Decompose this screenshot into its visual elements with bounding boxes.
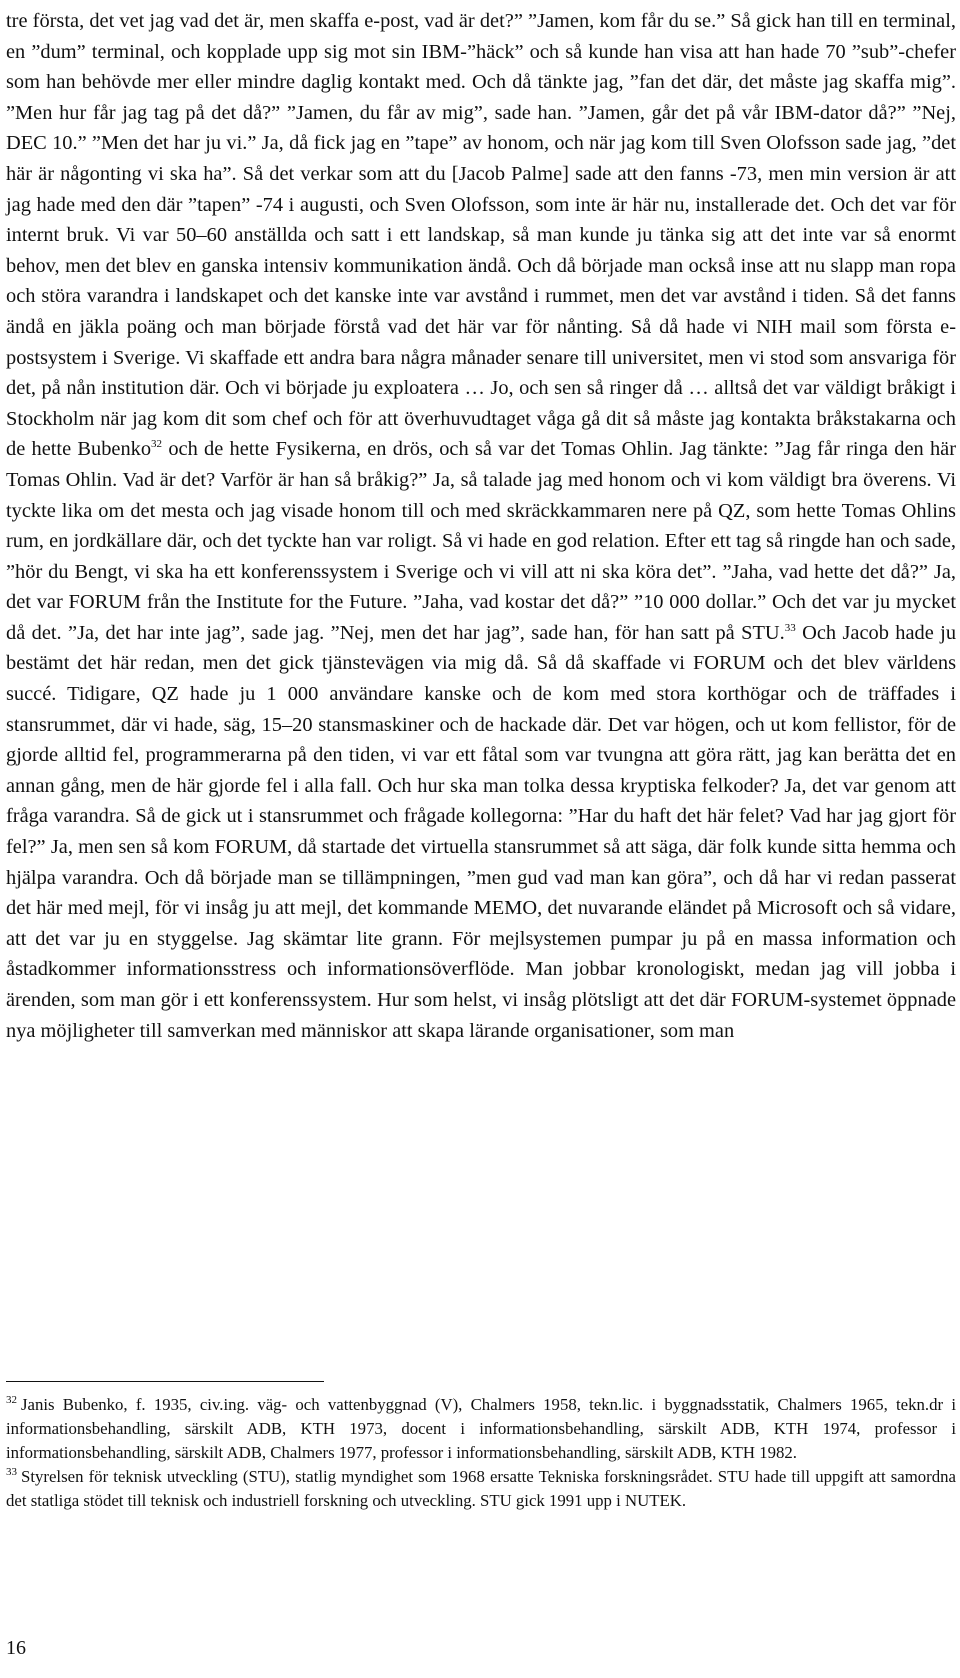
footnote-separator (6, 1381, 324, 1382)
body-paragraph (6, 6, 956, 1046)
footnote-number: 32 (6, 1394, 17, 1407)
footnote-ref-33[interactable]: 33 (784, 622, 796, 635)
footnote-text: Janis Bubenko, f. 1935, civ.ing. väg- och vattenbyggnad (V), Chalmers 1958, tekn.lic. i byggnadsstatik, Chalmers 1965, tekn.dr i informationsbehandling, särskilt ADB, KTH 1973, docent i informationsbehandling, särskilt ADB, KTH 1974, professor i informationsbehandling, särskilt ADB, Chalmers 1977, professor i informationsbehandling, särskilt ADB, KTH 1982. (6, 1395, 956, 1462)
page-number: 16 (6, 1637, 26, 1659)
footnote-number: 33 (6, 1466, 17, 1479)
footnote-ref-32[interactable]: 32 (151, 438, 163, 451)
body-text-part-2: och de hette Fysikerna, en drös, och så var det Tomas Ohlin. Jag tänkte: ”Jag får ringa den här Tomas Ohlin. Vad är det? Varför är han så bråkig?” Ja, så talade jag med honom och vi kom väldigt bra överens. Vi tyckte lika om det mesta och jag visade honom till och med skräckkammaren nere på QZ, som hette Tomas Ohlins rum, en jordkällare där, och det tyckte han var roligt. Så vi hade en god relation. Efter ett tag så ringde han och sade, ”hör du Bengt, vi ska ha ett konferenssystem i Sverige och vi vill att ni ska köra det”. ”Jaha, vad hette det då?” Ja, det var FORUM från the Institute for the Future. ”Jaha, vad kostar det då?” ”10 000 dollar.” Och det var ju mycket då det. ”Ja, det har inte jag”, sade jag. ”Nej, men det har jag”, sade han, för han satt på STU. (6, 438, 956, 644)
footnote-text: Styrelsen för teknisk utveckling (STU), statlig myndighet som 1968 ersatte Tekniska forskningsrådet. STU hade till uppgift att samordna det statliga stödet till teknisk och industriell forskning och utveckling. STU gick 1991 upp i NUTEK. (6, 1467, 956, 1510)
document-page (6, 6, 956, 1046)
footnote-32 (6, 1393, 956, 1465)
body-text-part-3: Och Jacob hade ju bestämt det här redan, men det gick tjänstevägen via mig då. Så då skaffade vi FORUM och det blev världens succé. Tidigare, QZ hade ju 1 000 användare kanske och de kom med stora korthögar och de träffades i stansrummet, där vi hade, säg, 15–20 stansmaskiner och de hackade där. Det var högen, och ut kom fellistor, för de gjorde alltid fel, programmerarna på den tiden, vi var ett fåtal som var tvungna att göra rätt, jag kan berätta det en annan gång, men de här gjorde fel i alla fall. Och hur ska man tolka dessa kryptiska felkoder? Ja, det var genom att fråga varandra. Så de gick ut i stansrummet och frågade kollegorna: ”Har du haft det här felet? Vad har jag gjort för fel?” Ja, men sen så kom FORUM, då startade det virtuella stansrummet så att säga, där folk kunde sitta hemma och hjälpa varandra. Och då började man se tillämpningen, ”men gud vad man kan göra”, och då har vi redan passerat det här med mejl, för vi insåg ju att mejl, det kommande MEMO, det nuvarande eländet på Microsoft och så vidare, att det var ju en styggelse. Jag skämtar lite grann. För mejlsystemen pumpar ju på en massa information och åstadkommer informationsstress och informationsöverflöde. Man jobbar kronologiskt, medan jag vill jobba i ärenden, som man gör i ett konferenssystem. Hur som helst, vi insåg plötsligt att det där FORUM-systemet öppnade nya möjligheter till samverkan med människor att skapa lärande organisationer, som man (6, 621, 957, 1042)
footnotes (6, 1393, 956, 1513)
body-text-part-1: tre första, det vet jag vad det är, men skaffa e-post, vad är det?” ”Jamen, kom får du se.” Så gick han till en terminal, en ”dum” terminal, och kopplade upp sig mot sin IBM-”häck” och så kunde han visa att han hade 70 ”sub”-chefer som han behövde mer eller mindre daglig kontakt med. Och då tänkte jag, ”fan det där, det måste jag skaffa mig”. ”Men hur får jag tag på det då?” ”Jamen, du får av mig”, sade han. ”Jamen, går det på vår IBM-dator då?” ”Nej, DEC 10.” ”Men det har ju vi.” Ja, då fick jag en ”tape” av honom, och när jag kom till Sven Olofsson sade jag, ”det här är någonting vi ska ha”. Så det verkar som att du [Jacob Palme] sade att den fanns -73, men min version är att jag hade med den där ”tapen” -74 i augusti, och Sven Olofsson, som inte är här nu, installerade det. Och det var för internt bruk. Vi var 50–60 anställda och satt i ett landskap, så man kunde ju tänka sig att det inte var så enormt behov, men det blev en ganska intensiv kommunikation ändå. Och då började man också inse att nu slapp man ropa och störa varandra i landskapet och det kanske inte var avstånd i rummet, men det var avstånd i tiden. Så det fanns ändå en jäkla poäng och man började förstå vad det här var för nånting. Så då hade vi NIH mail som första e-postsystem i Sverige. Vi skaffade ett andra bara några månader senare till universitet, men vi stod som ansvariga för det, på nån institution där. Och vi började ju exploatera … Jo, och sen så ringer då … alltså det var väldigt bråkigt i Stockholm när jag kom dit som chef och för att överhuvudtaget våga gå dit så måste jag kontakta bråkstakarna och de hette Bubenko (6, 10, 956, 461)
footnote-33 (6, 1465, 956, 1513)
